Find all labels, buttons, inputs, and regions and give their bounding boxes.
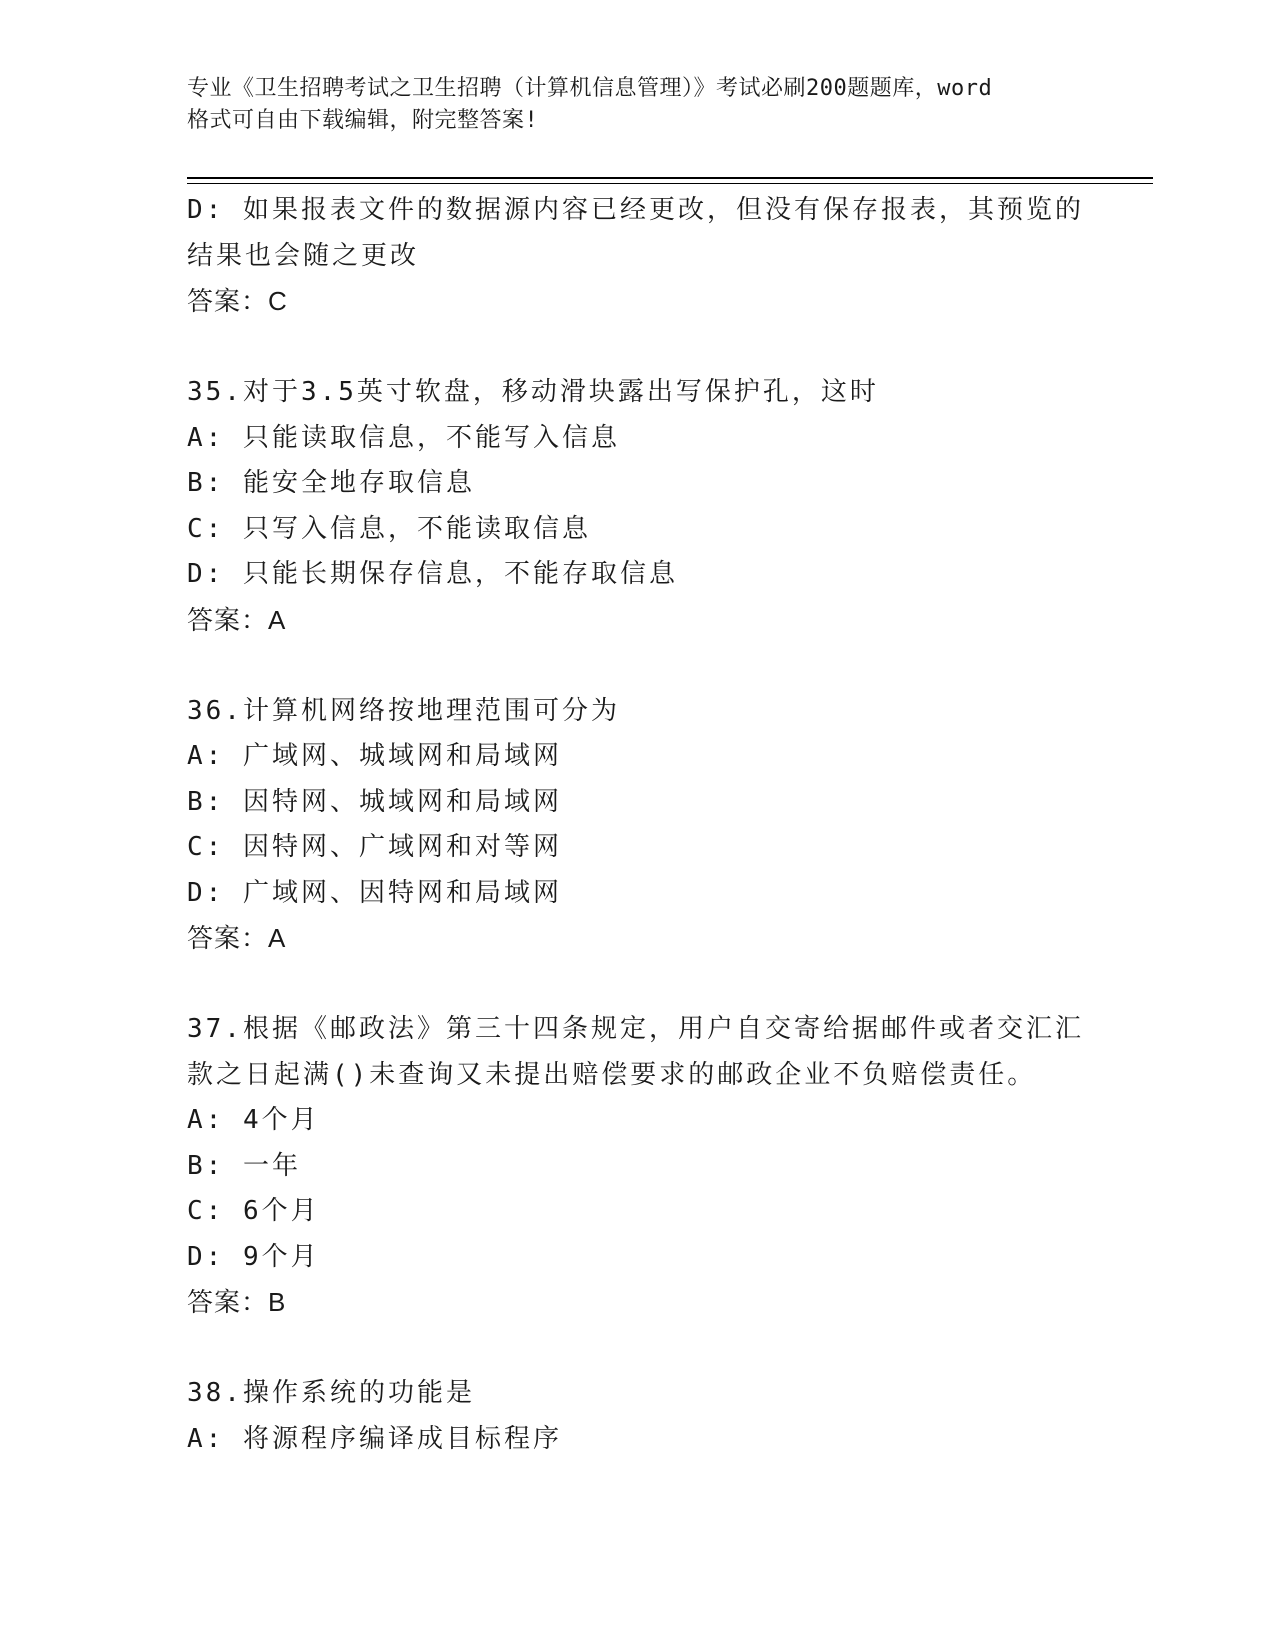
option-b: B: 一年: [187, 1150, 301, 1181]
option-a: A: 将源程序编译成目标程序: [187, 1423, 562, 1454]
spacer: [187, 643, 1087, 689]
question-37: [187, 1007, 1087, 1326]
answer: 答案：B: [187, 1287, 287, 1317]
spacer: [187, 325, 1087, 371]
option-c: C: 因特网、广域网和对等网: [187, 832, 562, 862]
option-d-continued: 结果也会随之更改: [187, 240, 420, 271]
header-line-2: 格式可自由下载编辑，附完整答案!: [187, 108, 539, 133]
option-d: D: 如果报表文件的数据源内容已经更改，但没有保存报表，其预览的: [187, 195, 1084, 225]
question-35: [187, 370, 1087, 643]
header-rule-thin: [187, 183, 1153, 184]
question-stem: 38.操作系统的功能是: [187, 1378, 475, 1408]
option-d: D: 只能长期保存信息，不能存取信息: [187, 559, 678, 589]
question-stem: 36.计算机网络按地理范围可分为: [187, 695, 620, 726]
question-38: [187, 1371, 1087, 1462]
option-a: A: 只能读取信息，不能写入信息: [187, 422, 620, 453]
option-c: C: 只写入信息，不能读取信息: [187, 513, 591, 544]
header-rule-thick: [187, 177, 1153, 179]
previous-question-tail: [187, 188, 1087, 325]
question-stem-continued: 款之日起满()未查询又未提出赔偿要求的邮政企业不负赔偿责任。: [187, 1059, 1037, 1090]
option-a: A: 4个月: [187, 1105, 320, 1135]
answer: 答案：A: [187, 604, 287, 635]
option-b: B: 因特网、城域网和局域网: [187, 786, 562, 817]
spacer: [187, 962, 1087, 1008]
question-content: [187, 188, 1087, 1462]
document-header: [187, 73, 1087, 137]
option-d: D: 广域网、因特网和局域网: [187, 877, 562, 908]
spacer: [187, 1326, 1087, 1372]
option-d: D: 9个月: [187, 1241, 320, 1272]
option-c: C: 6个月: [187, 1196, 320, 1226]
header-line-1: 专业《卫生招聘考试之卫生招聘（计算机信息管理）》考试必刷200题题库，word: [187, 76, 993, 101]
question-stem: 37.根据《邮政法》第三十四条规定，用户自交寄给据邮件或者交汇汇: [187, 1014, 1084, 1044]
answer: 答案：A: [187, 923, 287, 953]
question-stem: 35.对于3.5英寸软盘，移动滑块露出写保护孔，这时: [187, 377, 879, 407]
question-36: [187, 689, 1087, 962]
option-b: B: 能安全地存取信息: [187, 468, 475, 498]
option-a: A: 广域网、城域网和局域网: [187, 741, 562, 771]
answer: 答案：C: [187, 286, 288, 316]
